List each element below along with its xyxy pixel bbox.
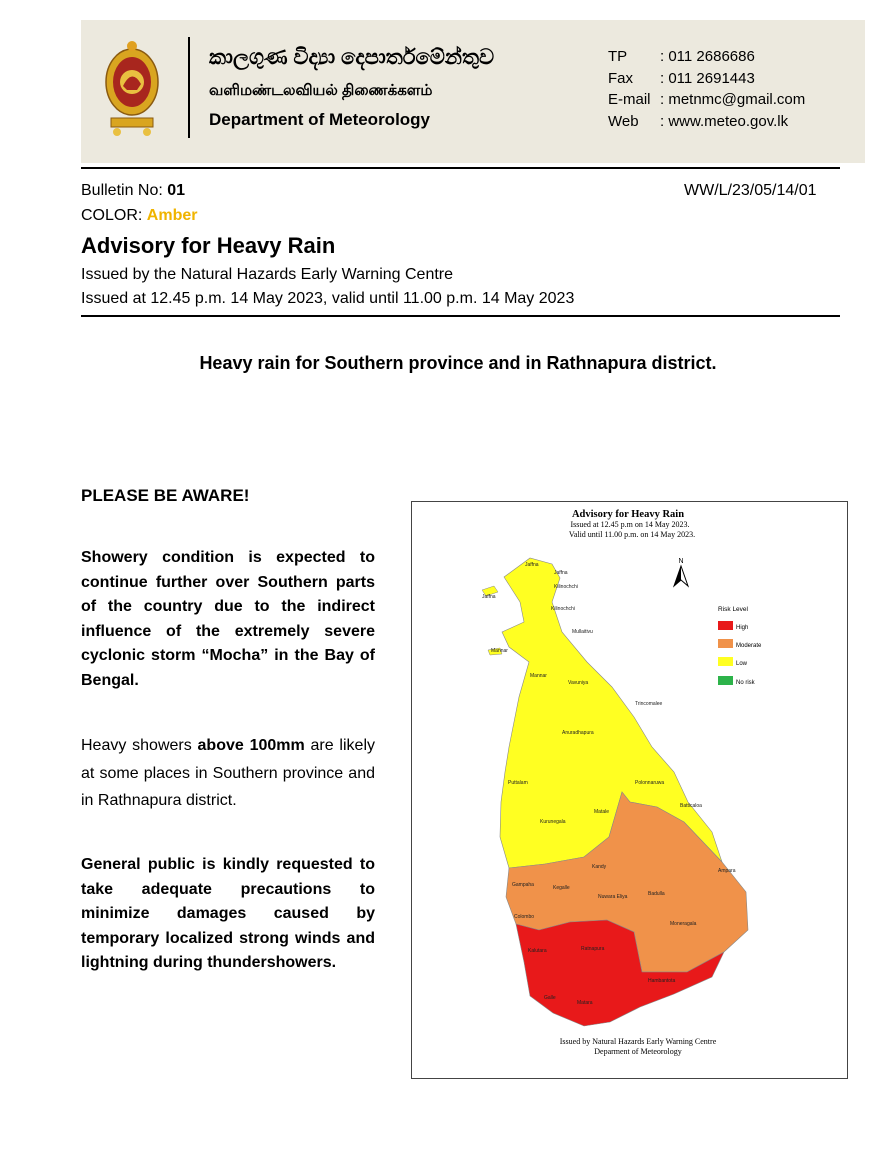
rainfall-text: are likely at some places in Southern province and in Rathnapura district. [81,737,375,809]
district-label: Badulla [648,891,665,897]
district-label: Kurunegala [540,819,566,825]
map-footer-issued-by: Issued by Natural Hazards Early Warning Centre [559,1037,717,1046]
legend-label-no-risk: No risk [736,680,755,686]
low-risk-region [500,558,722,868]
district-label: Polonnaruwa [635,780,665,786]
district-label: Colombo [514,914,535,920]
bulletin-number-value: 01 [167,182,186,199]
map-footer-department: Deparment of Meteorology [594,1047,682,1056]
header-rule [81,167,840,169]
paragraph-precautions: General public is kindly requested to take adequate precautions to minimize damages caused by temporary localized strong winds and lightning during thundershowers. [81,856,375,972]
district-label: Anuradhapura [562,730,594,736]
please-be-aware: PLEASE BE AWARE! [81,486,250,505]
district-label: Vavuniya [568,680,589,686]
district-label: Mannar [530,673,547,679]
contact-phone [608,46,805,68]
north-label: N [678,558,684,565]
district-label: Kandy [592,864,607,870]
paragraph-rainfall [81,732,375,815]
district-label: Jaffna [554,570,568,576]
contact-value[interactable]: : www.meteo.gov.lk [660,112,789,130]
district-label: Batticaloa [680,803,702,809]
district-label: Trincomalee [635,701,663,707]
district-label: Kilinochchi [551,606,575,612]
map-title: Advisory for Heavy Rain [571,509,685,520]
contact-fax [608,68,805,90]
advisory-title: Advisory for Heavy Rain [81,233,336,258]
risk-map-drawing [412,502,847,1078]
district-label: Kalutara [528,948,547,954]
contact-label: Web [608,112,639,130]
district-label: Matara [577,1000,593,1006]
issued-by: Issued by the Natural Hazards Early Warning Centre [81,266,454,283]
contact-value: : 011 2691443 [660,69,755,87]
district-label: Moneragala [670,921,697,927]
color-value: Amber [146,207,198,224]
paragraph-cyclone: Showery condition is expected to continue further over Southern parts of the country due to the indirect influence of the extremely severe cyclonic storm “Mocha” in the Bay of Bengal. [81,549,375,689]
legend-label-high: High [736,625,749,631]
issued-at: Issued at 12.45 p.m. 14 May 2023, valid until 11.00 p.m. 14 May 2023 [81,290,575,307]
district-label: Mullaitivu [572,629,593,635]
contact-label: Fax [608,69,634,87]
legend-swatch-low [718,657,733,666]
contact-label: TP [608,48,628,65]
legend-swatch-high [718,621,733,630]
department-name-sinhala: කාලගුණ විද්‍යා දෙපාර්තමේන්තුව [209,46,495,69]
district-label: Puttalam [508,780,528,786]
color-label: COLOR: [81,207,147,224]
legend-swatch-no-risk [718,676,733,685]
district-label: Mannar [491,648,508,654]
district-label: Ampara [718,868,736,874]
legend-label-low: Low [736,661,748,667]
bulletin-reference: WW/L/23/05/14/01 [684,182,817,199]
district-label: Kilinochchi [554,584,578,590]
rainfall-text: Heavy showers [81,737,198,754]
district-label: Matale [594,809,610,815]
bulletin-number [81,182,185,200]
legend-label-moderate: Moderate [736,643,762,649]
title-rule [81,315,840,317]
sri-lanka-emblem-icon [103,38,161,138]
district-label: Hambantota [648,978,676,984]
district-label: Jaffna [525,562,539,568]
bulletin-label: Bulletin No: [81,182,168,199]
contact-value[interactable]: : metnmc@gmail.com [660,91,806,108]
district-label: Ratnapura [581,946,605,952]
legend-title: Risk Level [718,606,748,613]
district-label: Gampaha [512,882,534,888]
map-issued: Issued at 12.45 p.m on 14 May 2023. [570,520,690,529]
letterhead [81,20,865,163]
contact-value: : 011 2686686 [660,48,755,65]
contact-web [608,111,805,133]
district-label: Jaffna [482,594,496,600]
headline: Heavy rain for Southern province and in Rathnapura district. [199,353,717,373]
bulletin-color [81,207,197,225]
department-name-english: Department of Meteorology [209,110,431,129]
legend-swatch-moderate [718,639,733,648]
map-valid: Valid until 11.00 p.m. on 14 May 2023. [568,530,696,539]
contact-label: E-mail [608,91,651,108]
header-divider [188,37,190,138]
district-label: Galle [544,995,556,1001]
department-name-tamil: வளிமண்டலவியல் திணைக்களம் [209,82,433,99]
contact-block [608,46,805,132]
district-label: Nuwara Eliya [598,894,628,900]
contact-email [608,89,805,111]
district-label: Kegalle [553,885,570,891]
risk-map [411,501,848,1079]
rainfall-amount: above 100mm [197,737,305,754]
